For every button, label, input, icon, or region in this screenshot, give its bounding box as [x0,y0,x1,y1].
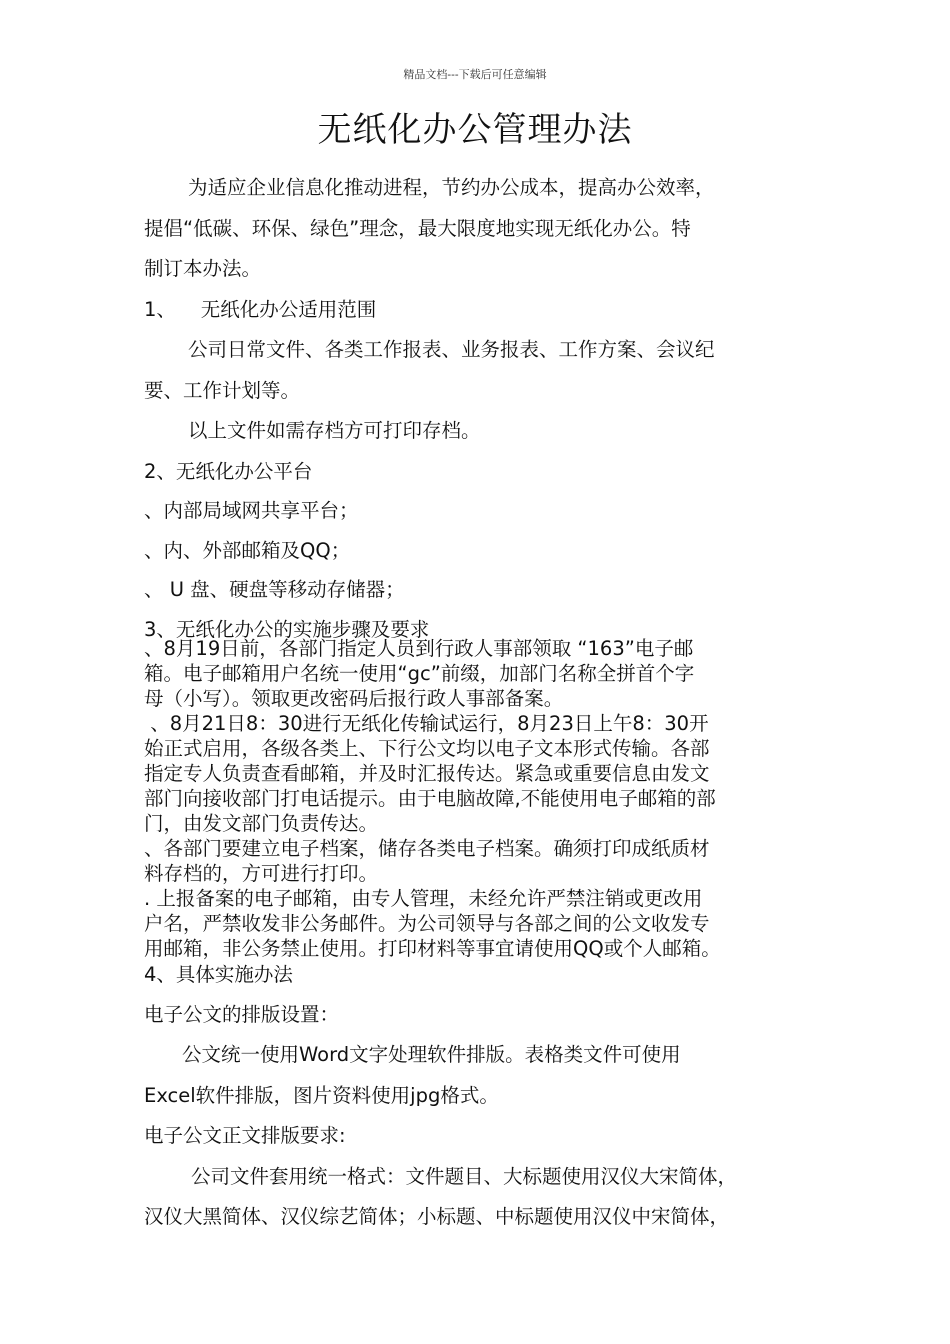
section3-line-11: . 上报备案的电子邮箱，由专人管理，未经允许严禁注销或更改用 [144,887,703,910]
section3-line-13: 用邮箱，非公务禁止使用。打印材料等事宜请使用QQ或个人邮箱。 [144,937,721,960]
section4-sub1-line-1: 公文统一使用Word文字处理软件排版。表格类文件可使用 [182,1043,681,1066]
section2-item-1: 、内部局域网共享平台； [144,499,359,522]
section3-line-3: 母（小写）。领取更改密码后报行政人事部备案。 [144,687,564,710]
section3-heading: 3、无纸化办公的实施步骤及要求 [144,617,430,641]
section3-line-8: 门，由发文部门负责传达。 [144,812,379,835]
section2-item-3: 、 U 盘、硬盘等移动存储器； [144,578,405,601]
section3-line-6: 指定专人负责查看邮箱，并及时汇报传达。紧急或重要信息由发文 [144,762,710,785]
section4-sub1-line-2: Excel软件排版，图片资料使用jpg格式。 [144,1083,499,1107]
section1-para1-line-2: 要、工作计划等。 [144,378,301,402]
section3-line-4: 、8月21日8：30进行无纸化传输试运行，8月23日上午8：30开 [144,712,709,735]
section3-text [144,636,818,961]
section3-line-7: 部门向接收部门打电话提示。由于电脑故障,不能使用电子邮箱的部 [144,787,716,810]
intro-line-3: 制订本办法。 [144,257,262,280]
section2-heading: 2、无纸化办公平台 [144,459,313,483]
section4-sub2-line-1: 公司文件套用统一格式：文件题目、大标题使用汉仪大宋简体， [191,1164,738,1188]
section3-line-10: 料存档的，方可进行打印。 [144,862,379,885]
section3-line-2: 箱。电子邮箱用户名统一使用“gc”前缀，加部门名称全拼首个字 [144,662,695,685]
section4-sub2-heading: 电子公文正文排版要求: [144,1124,346,1147]
header-note: 精品文档---下载后可任意编辑 [403,68,547,81]
section1-para1-line-1: 公司日常文件、各类工作报表、业务报表、工作方案、会议纪 [188,338,715,361]
section3-line-1: 、8月19日前，各部门指定人员到行政人事部领取 “163”电子邮 [144,637,694,660]
section3-line-9: 、各部门要建立电子档案，储存各类电子档案。确须打印成纸质材 [144,837,710,860]
section4-sub1-heading: 电子公文的排版设置： [144,1002,340,1026]
section1-para2: 以上文件如需存档方可打印存档。 [188,419,481,442]
intro-line-2: 提倡“低碳、环保、绿色”理念，最大限度地实现无纸化办公。特 [144,216,691,240]
section2-item-2: 、内、外部邮箱及QQ； [144,538,351,562]
document-body [144,168,818,1238]
section4-heading: 4、具体实施办法 [144,963,293,986]
section4-sub2-line-2: 汉仪大黑简体、汉仪综艺简体；小标题、中标题使用汉仪中宋简体， [144,1205,730,1228]
section1-heading: 1、 无纸化办公适用范围 [144,297,377,321]
intro-line-1: 为适应企业信息化推动进程，节约办公成本，提高办公效率， [188,176,715,199]
section3-line-12: 户名，严禁收发非公务邮件。为公司领导与各部之间的公文收发专 [144,912,710,935]
document-title: 无纸化办公管理办法 [317,110,633,150]
section3-line-5: 始正式启用，各级各类上、下行公文均以电子文本形式传输。各部 [144,737,710,760]
